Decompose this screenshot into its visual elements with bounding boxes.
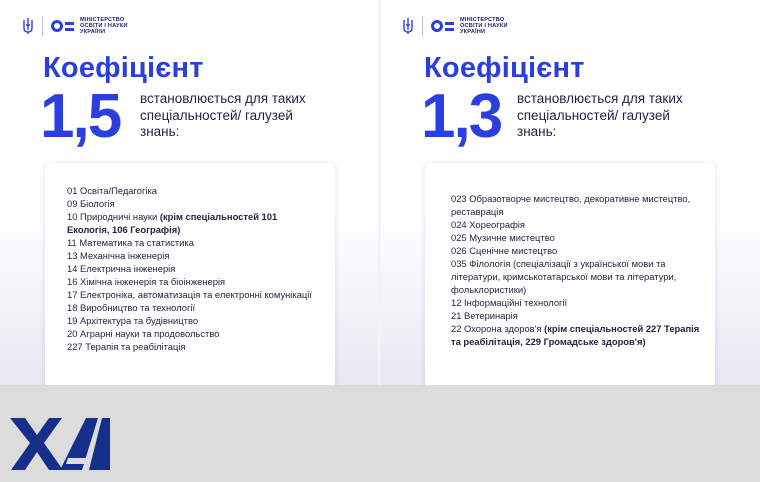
list-item: [67, 236, 317, 249]
ministry-mark-icon: [51, 20, 74, 32]
list-item: [451, 192, 709, 218]
list-item: [67, 210, 317, 236]
logo-divider: [42, 16, 43, 36]
list-item-text: 023 Образотворче мистецтво, декоративне мистецтво, реставрація: [451, 193, 691, 217]
list-item-text: 035 Філологія (спеціалізації з української мови та літератури, кримськотатарської мови та літератури, фольклористики): [451, 258, 677, 295]
ministry-name: МІНІСТЕРСТВО ОСВІТИ І НАУКИ УКРАЇНИ: [80, 16, 128, 36]
list-item: [451, 309, 709, 322]
list-item-exception: (крім спеціальностей 101 Екологія, 106 Географія): [67, 211, 278, 235]
list-item-text: 12 Інформаційні технології: [451, 297, 568, 308]
list-item: [67, 288, 317, 301]
ministry-name-right: МІНІСТЕРСТВО ОСВІТИ І НАУКИ УКРАЇНИ: [460, 16, 508, 36]
list-item-text: 024 Хореографія: [451, 219, 525, 230]
left-title: Коефіцієнт: [43, 52, 204, 84]
list-item-text: 20 Аграрні науки та продовольство: [67, 328, 220, 339]
list-item: [67, 301, 317, 314]
trident-icon: [402, 17, 414, 35]
list-item: [67, 275, 317, 288]
ministry-logo: [22, 16, 128, 36]
list-item-text: 01 Освіта/Педагогіка: [67, 185, 157, 196]
list-item: [451, 244, 709, 257]
list-item: [67, 340, 317, 353]
list-item: [451, 257, 709, 296]
list-item: [67, 262, 317, 275]
list-item-text: 09 Біологія: [67, 198, 115, 209]
list-item: [67, 249, 317, 262]
left-coefficient: 1,5: [40, 82, 121, 151]
list-item-text: 13 Механічна інженерія: [67, 250, 170, 261]
list-item-text: 11 Математика та статистика: [67, 237, 194, 248]
list-item: [451, 296, 709, 309]
list-item-text: 22 Охорона здоров'я: [451, 323, 545, 334]
xai-logo-icon: [10, 418, 110, 470]
right-coefficient: 1,3: [421, 82, 502, 151]
list-item: [67, 314, 317, 327]
right-title: Коефіцієнт: [424, 52, 585, 84]
ministry-logo-right: [402, 16, 508, 36]
list-item: [451, 231, 709, 244]
list-item-text: 17 Електроніка, автоматизація та електронні комунікації: [67, 289, 312, 300]
bottom-band: [0, 385, 760, 482]
left-specialty-list: [67, 184, 317, 353]
list-item-text: 026 Сценічне мистецтво: [451, 245, 558, 256]
list-item: [67, 327, 317, 340]
list-item-text: 227 Терапія та реабілітація: [67, 341, 186, 352]
list-item-text: 10 Природничі науки: [67, 211, 160, 222]
list-item: [451, 218, 709, 231]
list-item-text: 21 Ветеринарія: [451, 310, 518, 321]
list-item-text: 16 Хімічна інженерія та біоінженерія: [67, 276, 226, 287]
ministry-mark-icon: [431, 20, 454, 32]
left-panel: [0, 0, 378, 385]
logo-divider: [422, 16, 423, 36]
trident-icon: [22, 17, 34, 35]
list-item-text: 19 Архітектура та будівництво: [67, 315, 199, 326]
left-caption: встановлюється для таких спеціальностей/ галузей знань:: [140, 91, 306, 139]
list-item-text: 18 Виробництво та технології: [67, 302, 196, 313]
list-item-exception: (крім спеціальностей 227 Терапія та реабілітація, 229 Громадське здоров'я): [451, 323, 700, 347]
list-item-text: 14 Електрична інженерія: [67, 263, 176, 274]
right-caption: встановлюється для таких спеціальностей/ галузей знань:: [517, 91, 683, 139]
right-specialty-list: [451, 192, 709, 348]
list-item-text: 025 Музичне мистецтво: [451, 232, 555, 243]
right-panel: [381, 0, 760, 385]
list-item: [451, 322, 709, 348]
list-item: [67, 184, 317, 197]
list-item: [67, 197, 317, 210]
